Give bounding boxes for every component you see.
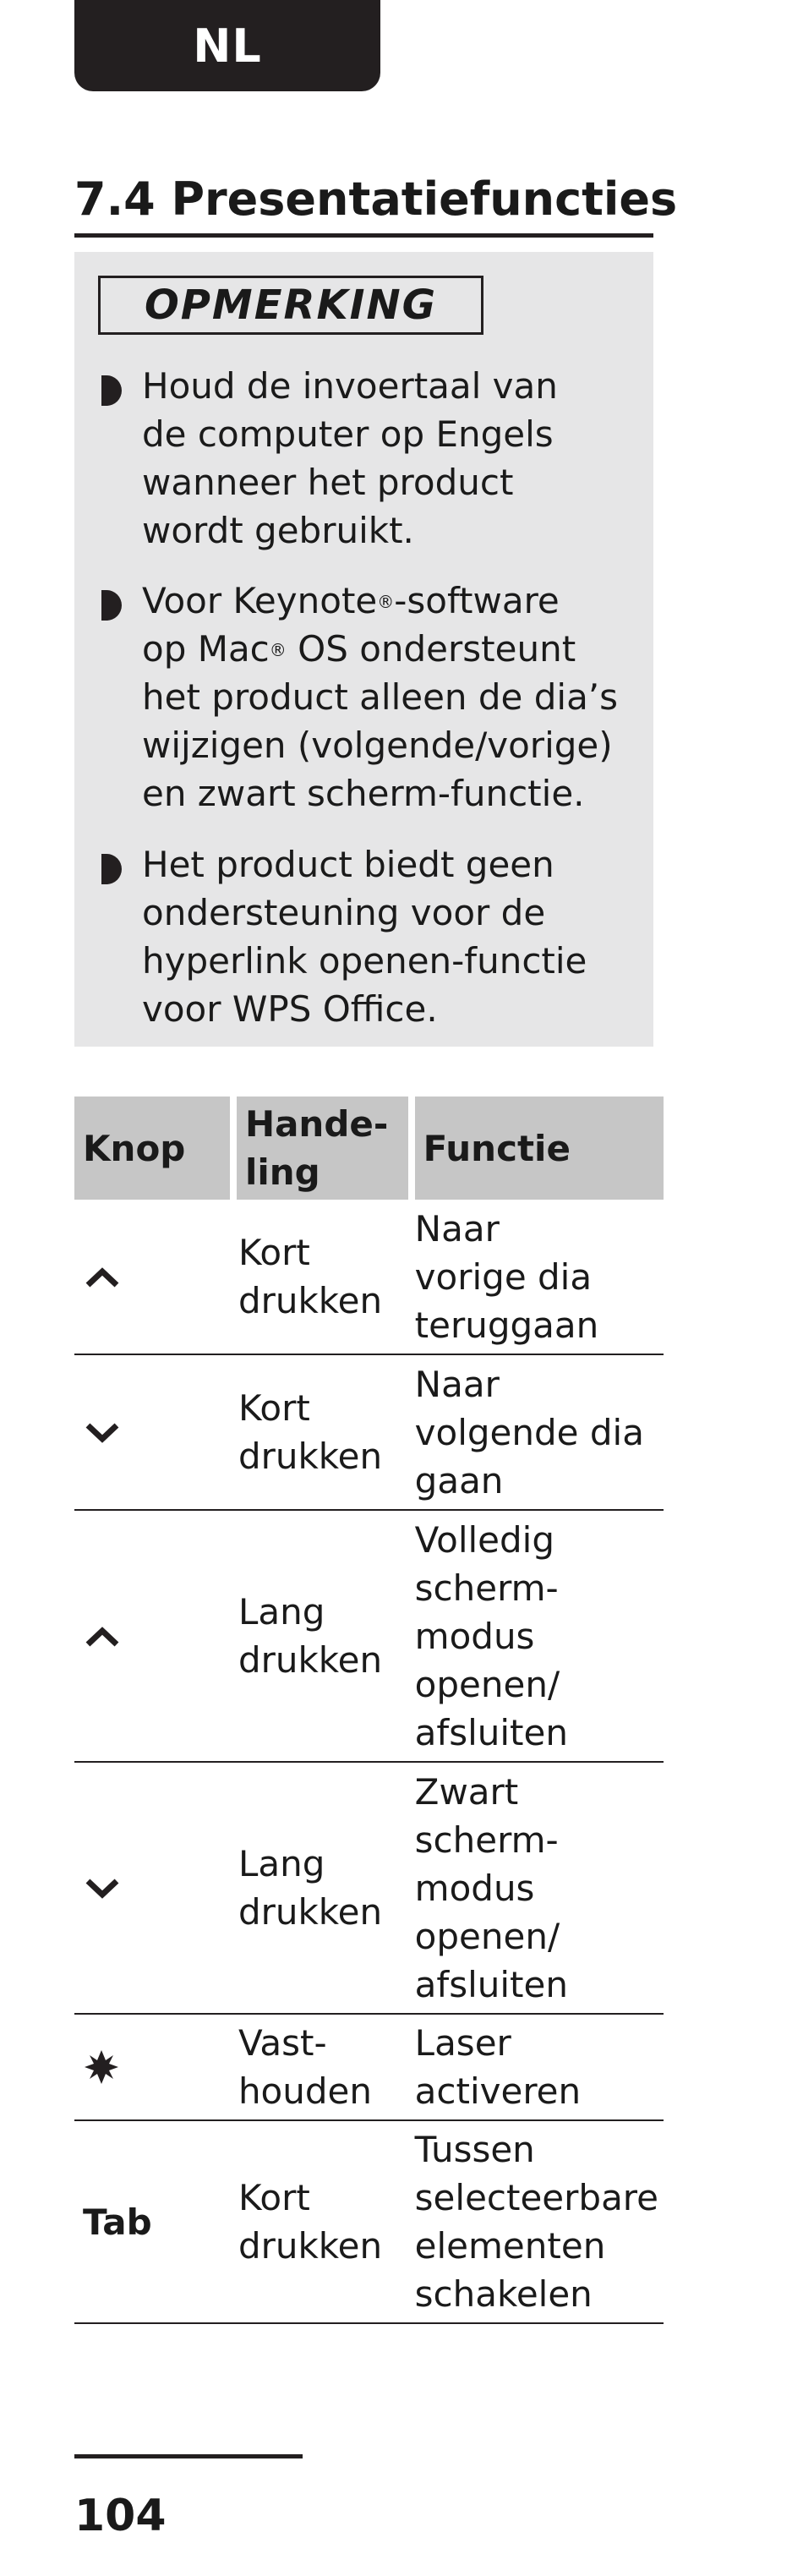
half-circle-bullet-icon — [98, 849, 125, 889]
note-bullet-3-line: ondersteuning voor de — [142, 892, 546, 933]
action-cell: Kort drukken — [230, 2121, 408, 2324]
key-cell — [74, 1355, 230, 1511]
key-cell — [74, 2121, 230, 2324]
section-title: 7.4 Presentatiefuncties — [74, 172, 678, 226]
note-bullet-3-line: hyperlink openen-functie — [142, 940, 587, 982]
page-number: 104 — [74, 2491, 167, 2541]
note-bullet-1-line: wanneer het product — [142, 462, 514, 503]
note-bullet-2-line: het product alleen de dia’s — [142, 676, 619, 718]
note-label — [98, 276, 483, 335]
key-cell — [74, 2015, 230, 2121]
key-cell — [74, 1763, 230, 2015]
function-cell: Volledig scherm- modus openen/ afsluiten — [408, 1511, 664, 1763]
note-label-text: OPMERKING — [144, 282, 438, 329]
function-cell: Naar vorige dia teruggaan — [408, 1200, 664, 1355]
note-bullet-3-line: Het product biedt geen — [142, 844, 554, 885]
action-cell: Kort drukken — [230, 1355, 408, 1511]
laser-star-icon — [83, 2048, 120, 2086]
note-bullet-3 — [98, 840, 647, 1033]
note-bullet-2-line: op Mac® OS ondersteunt — [142, 628, 576, 670]
key-cell — [74, 1511, 230, 1763]
note-bullet-1-line: Houd de invoertaal van — [142, 365, 558, 407]
half-circle-bullet-icon — [98, 585, 125, 626]
table-row — [74, 2015, 664, 2121]
language-tab — [74, 0, 380, 91]
table-row — [74, 1355, 664, 1511]
action-cell: Lang drukken — [230, 1511, 408, 1763]
table-row — [74, 1763, 664, 2015]
note-bullet-2-line: wijzigen (volgende/vorige) — [142, 725, 613, 766]
header-action: Hande- ling — [230, 1097, 408, 1200]
chevron-up-icon — [83, 1622, 122, 1649]
chevron-up-icon — [83, 1263, 122, 1290]
table-row — [74, 1200, 664, 1355]
table-header-row — [74, 1097, 664, 1200]
action-cell: Kort drukken — [230, 1200, 408, 1355]
note-box — [74, 252, 653, 1047]
header-function: Functie — [408, 1097, 664, 1200]
function-cell: Laser activeren — [408, 2015, 664, 2121]
title-underline — [74, 233, 653, 238]
key-cell — [74, 1200, 230, 1355]
note-bullet-1-line: wordt gebruikt. — [142, 510, 414, 551]
note-bullet-2 — [98, 577, 647, 818]
table-row — [74, 2121, 664, 2324]
chevron-down-icon — [83, 1874, 122, 1901]
footer-rule — [74, 2454, 303, 2458]
note-bullet-2-line: Voor Keynote®-software — [142, 580, 560, 621]
language-tab-label: NL — [193, 19, 262, 73]
function-cell: Zwart scherm- modus openen/ afsluiten — [408, 1763, 664, 2015]
note-bullet-1-line: de computer op Engels — [142, 413, 554, 455]
note-bullet-2-line: en zwart scherm-functie. — [142, 773, 585, 814]
note-bullet-3-line: voor WPS Office. — [142, 988, 438, 1030]
chevron-down-icon — [83, 1419, 122, 1446]
table-row — [74, 1511, 664, 1763]
action-cell: Vast- houden — [230, 2015, 408, 2121]
half-circle-bullet-icon — [98, 370, 125, 411]
function-cell: Tussen selecteerbare elementen schakelen — [408, 2121, 664, 2324]
function-cell: Naar volgende dia gaan — [408, 1355, 664, 1511]
action-cell: Lang drukken — [230, 1763, 408, 2015]
note-bullet-1 — [98, 362, 647, 555]
tab-key-label: Tab — [83, 2201, 152, 2243]
header-key: Knop — [74, 1097, 230, 1200]
button-functions-table — [74, 1097, 664, 2324]
